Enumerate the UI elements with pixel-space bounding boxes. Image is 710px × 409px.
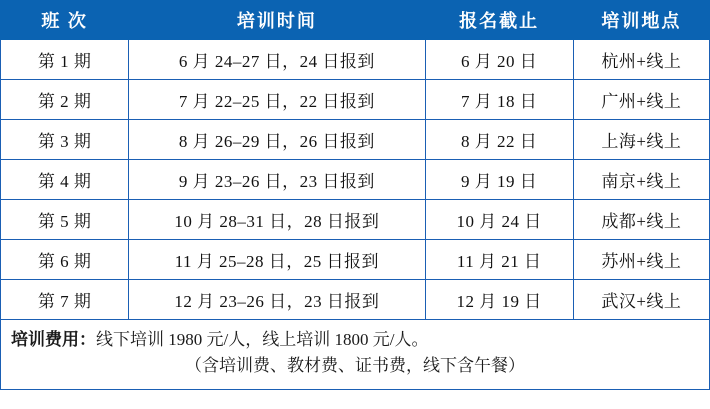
table-row xyxy=(1,40,710,80)
cell-place: 武汉+线上 xyxy=(573,280,709,320)
cell-term: 第 4 期 xyxy=(1,160,129,200)
fee-text: 线下培训 1980 元/人，线上培训 1800 元/人。 xyxy=(96,330,429,349)
cell-time: 10 月 28–31 日，28 日报到 xyxy=(129,200,425,240)
cell-deadline: 7 月 18 日 xyxy=(425,80,573,120)
cell-time: 7 月 22–25 日，22 日报到 xyxy=(129,80,425,120)
table-row xyxy=(1,120,710,160)
column-header-time: 培训时间 xyxy=(129,1,425,40)
fee-line xyxy=(11,327,699,353)
cell-deadline: 8 月 22 日 xyxy=(425,120,573,160)
cell-place: 成都+线上 xyxy=(573,200,709,240)
cell-deadline: 6 月 20 日 xyxy=(425,40,573,80)
column-header-term: 班 次 xyxy=(1,1,129,40)
column-header-place: 培训地点 xyxy=(573,1,709,40)
table-header xyxy=(1,1,710,40)
cell-deadline: 11 月 21 日 xyxy=(425,240,573,280)
table-row xyxy=(1,280,710,320)
cell-place: 杭州+线上 xyxy=(573,40,709,80)
cell-term: 第 1 期 xyxy=(1,40,129,80)
column-header-deadline: 报名截止 xyxy=(425,1,573,40)
training-fee-note xyxy=(0,320,710,390)
cell-place: 上海+线上 xyxy=(573,120,709,160)
table-body xyxy=(1,40,710,320)
cell-time: 12 月 23–26 日，23 日报到 xyxy=(129,280,425,320)
table-row xyxy=(1,200,710,240)
cell-term: 第 2 期 xyxy=(1,80,129,120)
cell-deadline: 9 月 19 日 xyxy=(425,160,573,200)
fee-label: 培训费用： xyxy=(11,330,96,349)
cell-place: 南京+线上 xyxy=(573,160,709,200)
table-row xyxy=(1,240,710,280)
cell-deadline: 10 月 24 日 xyxy=(425,200,573,240)
cell-term: 第 5 期 xyxy=(1,200,129,240)
cell-time: 9 月 23–26 日，23 日报到 xyxy=(129,160,425,200)
cell-term: 第 6 期 xyxy=(1,240,129,280)
table-row xyxy=(1,160,710,200)
fee-inclusion-note: （含培训费、教材费、证书费，线下含午餐） xyxy=(185,356,525,376)
table-header-row xyxy=(1,1,710,40)
cell-time: 8 月 26–29 日，26 日报到 xyxy=(129,120,425,160)
cell-term: 第 3 期 xyxy=(1,120,129,160)
cell-deadline: 12 月 19 日 xyxy=(425,280,573,320)
table-row xyxy=(1,80,710,120)
cell-time: 6 月 24–27 日，24 日报到 xyxy=(129,40,425,80)
cell-place: 苏州+线上 xyxy=(573,240,709,280)
cell-time: 11 月 25–28 日，25 日报到 xyxy=(129,240,425,280)
cell-place: 广州+线上 xyxy=(573,80,709,120)
cell-term: 第 7 期 xyxy=(1,280,129,320)
